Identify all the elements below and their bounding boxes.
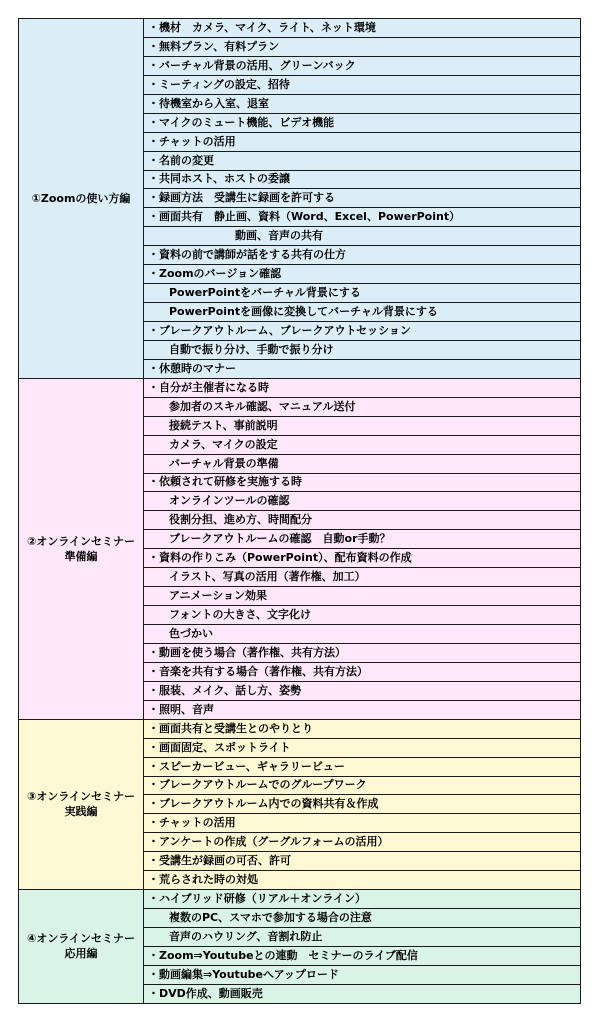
table-row xyxy=(19,719,581,738)
topic-item-cell: ・スピーカービュー、ギャラリービュー xyxy=(144,757,581,776)
topic-item-cell: ・ブレークアウトルーム内での資料共有＆作成 xyxy=(144,795,581,814)
table-row xyxy=(19,378,581,397)
topic-item-cell: オンラインツールの確認 xyxy=(144,492,581,511)
topic-item-cell: ・休憩時のマナー xyxy=(144,359,581,378)
topic-item-cell: 接続テスト、事前説明 xyxy=(144,416,581,435)
topic-item-cell: 参加者のスキル確認、マニュアル送付 xyxy=(144,397,581,416)
topic-item-cell: フォントの大きさ、文字化け xyxy=(144,606,581,625)
topic-item-cell: ・録画方法 受講生に録画を許可する xyxy=(144,189,581,208)
topic-item-cell: アニメーション効果 xyxy=(144,587,581,606)
topic-item-cell: ブレークアウトルームの確認 自動or手動？ xyxy=(144,530,581,549)
curriculum-table-body xyxy=(19,19,581,1004)
section-title-cell: ④オンラインセミナー 応用編 xyxy=(19,890,144,1004)
topic-item-cell: ・音楽を共有する場合（著作権、共有方法） xyxy=(144,662,581,681)
topic-item-cell: ・ミーティングの設定、招待 xyxy=(144,75,581,94)
topic-item-cell: 自動で振り分け、手動で振り分け xyxy=(144,340,581,359)
topic-item-cell: ・画面共有 静止画、資料（Word、Excel、PowerPoint） xyxy=(144,208,581,227)
topic-item-cell: ・機材 カメラ、マイク、ライト、ネット環境 xyxy=(144,19,581,38)
section-title-cell: ①Zoomの使い方編 xyxy=(19,19,144,379)
topic-item-cell: ・画面共有と受講生とのやりとり xyxy=(144,719,581,738)
topic-item-cell: ・服装、メイク、話し方、姿勢 xyxy=(144,681,581,700)
topic-item-cell: 動画、音声の共有 xyxy=(144,227,581,246)
topic-item-cell: ・依頼されて研修を実施する時 xyxy=(144,473,581,492)
topic-item-cell: ・マイクのミュート機能、ビデオ機能 xyxy=(144,113,581,132)
topic-item-cell: PowerPointをバーチャル背景にする xyxy=(144,284,581,303)
topic-item-cell: カメラ、マイクの設定 xyxy=(144,435,581,454)
topic-item-cell: ・受講生が録画の可否、許可 xyxy=(144,852,581,871)
topic-item-cell: ・画面固定、スポットライト xyxy=(144,738,581,757)
table-row xyxy=(19,19,581,38)
topic-item-cell: ・照明、音声 xyxy=(144,700,581,719)
topic-item-cell: ・荒らされた時の対処 xyxy=(144,871,581,890)
topic-item-cell: ・ブレークアウトルーム、ブレークアウトセッション xyxy=(144,322,581,341)
topic-item-cell: ・無料プラン、有料プラン xyxy=(144,37,581,56)
topic-item-cell: イラスト、写真の活用（著作権、加工） xyxy=(144,568,581,587)
topic-item-cell: ・Zoom⇒Youtubeとの連動 セミナーのライブ配信 xyxy=(144,946,581,965)
topic-item-cell: ・資料の作りこみ（PowerPoint）、配布資料の作成 xyxy=(144,549,581,568)
topic-item-cell: ・チャットの活用 xyxy=(144,132,581,151)
topic-item-cell: バーチャル背景の準備 xyxy=(144,454,581,473)
topic-item-cell: ・動画を使う場合（著作権、共有方法） xyxy=(144,643,581,662)
topic-item-cell: ・バーチャル背景の活用、グリーンバック xyxy=(144,56,581,75)
topic-item-cell: ・アンケートの作成（グーグルフォームの活用） xyxy=(144,833,581,852)
table-row xyxy=(19,890,581,909)
topic-item-cell: ・自分が主催者になる時 xyxy=(144,378,581,397)
topic-item-cell: PowerPointを画像に変換してバーチャル背景にする xyxy=(144,303,581,322)
topic-item-cell: ・Zoomのバージョン確認 xyxy=(144,265,581,284)
topic-item-cell: ・DVD作成、動画販売 xyxy=(144,984,581,1003)
topic-item-cell: ・ブレークアウトルームでのグループワーク xyxy=(144,776,581,795)
topic-item-cell: 複数のPC、スマホで参加する場合の注意 xyxy=(144,909,581,928)
topic-item-cell: 役割分担、進め方、時間配分 xyxy=(144,511,581,530)
topic-item-cell: ・チャットの活用 xyxy=(144,814,581,833)
topic-item-cell: ・ハイブリッド研修（リアル＋オンライン） xyxy=(144,890,581,909)
section-title-cell: ③オンラインセミナー 実践編 xyxy=(19,719,144,889)
topic-item-cell: ・資料の前で講師が話をする共有の仕方 xyxy=(144,246,581,265)
topic-item-cell: ・共同ホスト、ホストの委譲 xyxy=(144,170,581,189)
section-title-cell: ②オンラインセミナー 準備編 xyxy=(19,378,144,719)
topic-item-cell: ・名前の変更 xyxy=(144,151,581,170)
topic-item-cell: ・動画編集⇒Youtubeへアップロード xyxy=(144,965,581,984)
topic-item-cell: ・待機室から入室、退室 xyxy=(144,94,581,113)
topic-item-cell: 色づかい xyxy=(144,625,581,644)
curriculum-table xyxy=(18,18,581,1004)
topic-item-cell: 音声のハウリング、音割れ防止 xyxy=(144,928,581,947)
